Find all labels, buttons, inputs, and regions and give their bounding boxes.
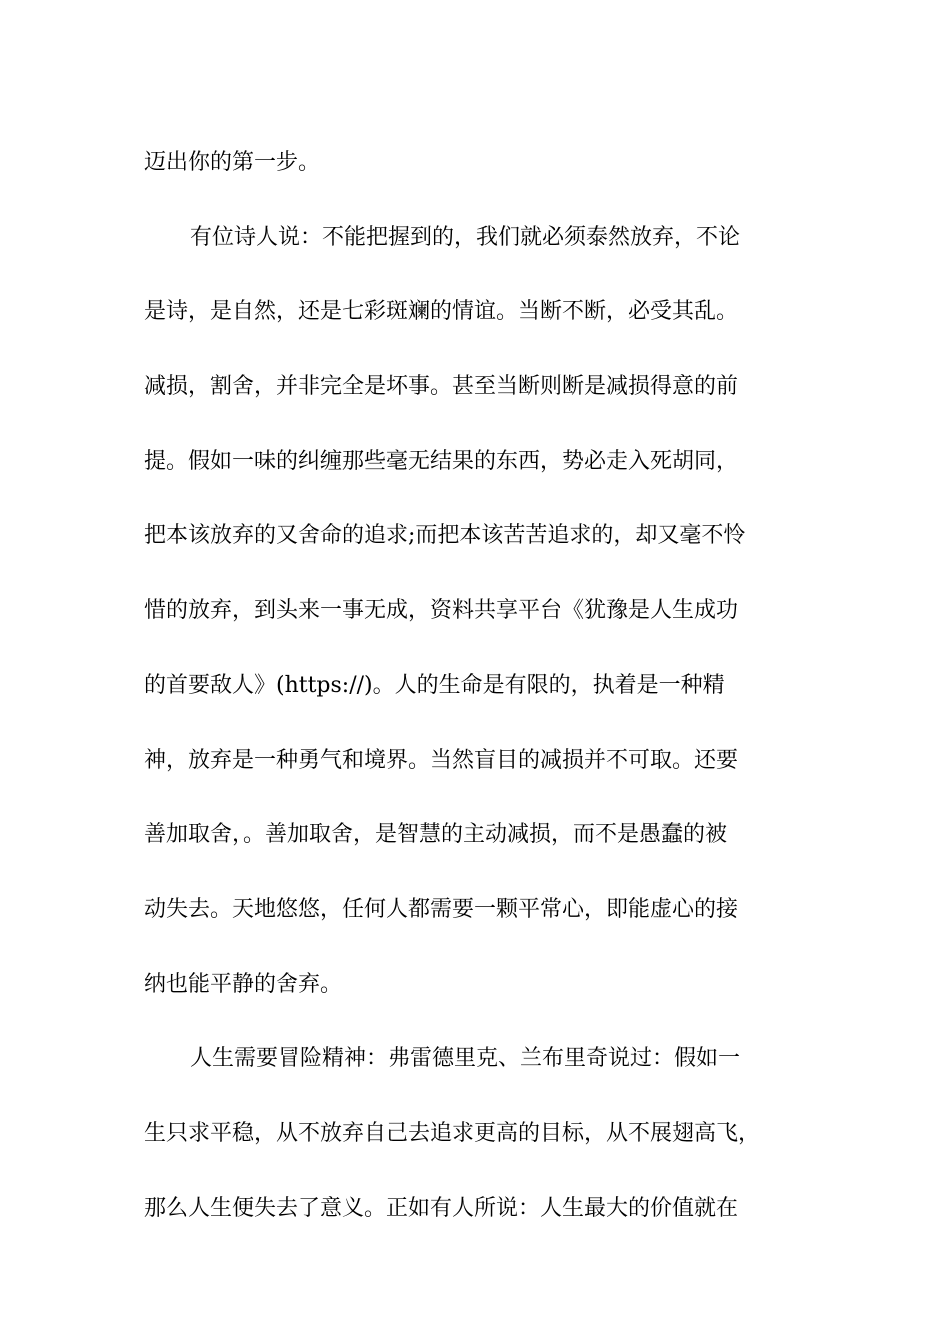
- text-line: 生只求平稳，从不放弃自己去追求更高的目标，从不展翅高飞，: [144, 1120, 761, 1146]
- paragraph-start-line: 人生需要冒险精神：弗雷德里克、兰布里奇说过：假如一: [190, 1046, 741, 1072]
- text-line: 那么人生便失去了意义。正如有人所说：人生最大的价值就在: [144, 1195, 739, 1221]
- text-line: 动失去。天地悠悠，任何人都需要一颗平常心，即能虚心的接: [144, 896, 739, 922]
- text-line: 把本该放弃的又舍命的追求;而把本该苦苦追求的，却又毫不怜: [144, 523, 746, 549]
- text-line: 神，放弃是一种勇气和境界。当然盲目的减损并不可取。还要: [144, 747, 739, 773]
- text-line: 减损，割舍，并非完全是坏事。甚至当断则断是减损得意的前: [144, 374, 739, 400]
- text-line: 的首要敌人》(https://)。人的生命是有限的，执着是一种精: [144, 672, 725, 698]
- text-line: 是诗，是自然，还是七彩斑斓的情谊。当断不断，必受其乱。: [144, 299, 739, 325]
- paragraph-start-line: 有位诗人说：不能把握到的，我们就必须泰然放弃，不论: [190, 224, 741, 250]
- text-line: 善加取舍，。善加取舍，是智慧的主动减损，而不是愚蠢的被: [144, 822, 728, 848]
- text-line: 纳也能平静的舍弃。: [144, 971, 343, 997]
- text-line: 惜的放弃，到头来一事无成，资料共享平台《犹豫是人生成功: [144, 598, 739, 624]
- text-line: 提。假如一味的纠缠那些毫无结果的东西，势必走入死胡同，: [144, 448, 739, 474]
- text-line: 迈出你的第一步。: [144, 150, 321, 175]
- body-text: [144, 126, 824, 1246]
